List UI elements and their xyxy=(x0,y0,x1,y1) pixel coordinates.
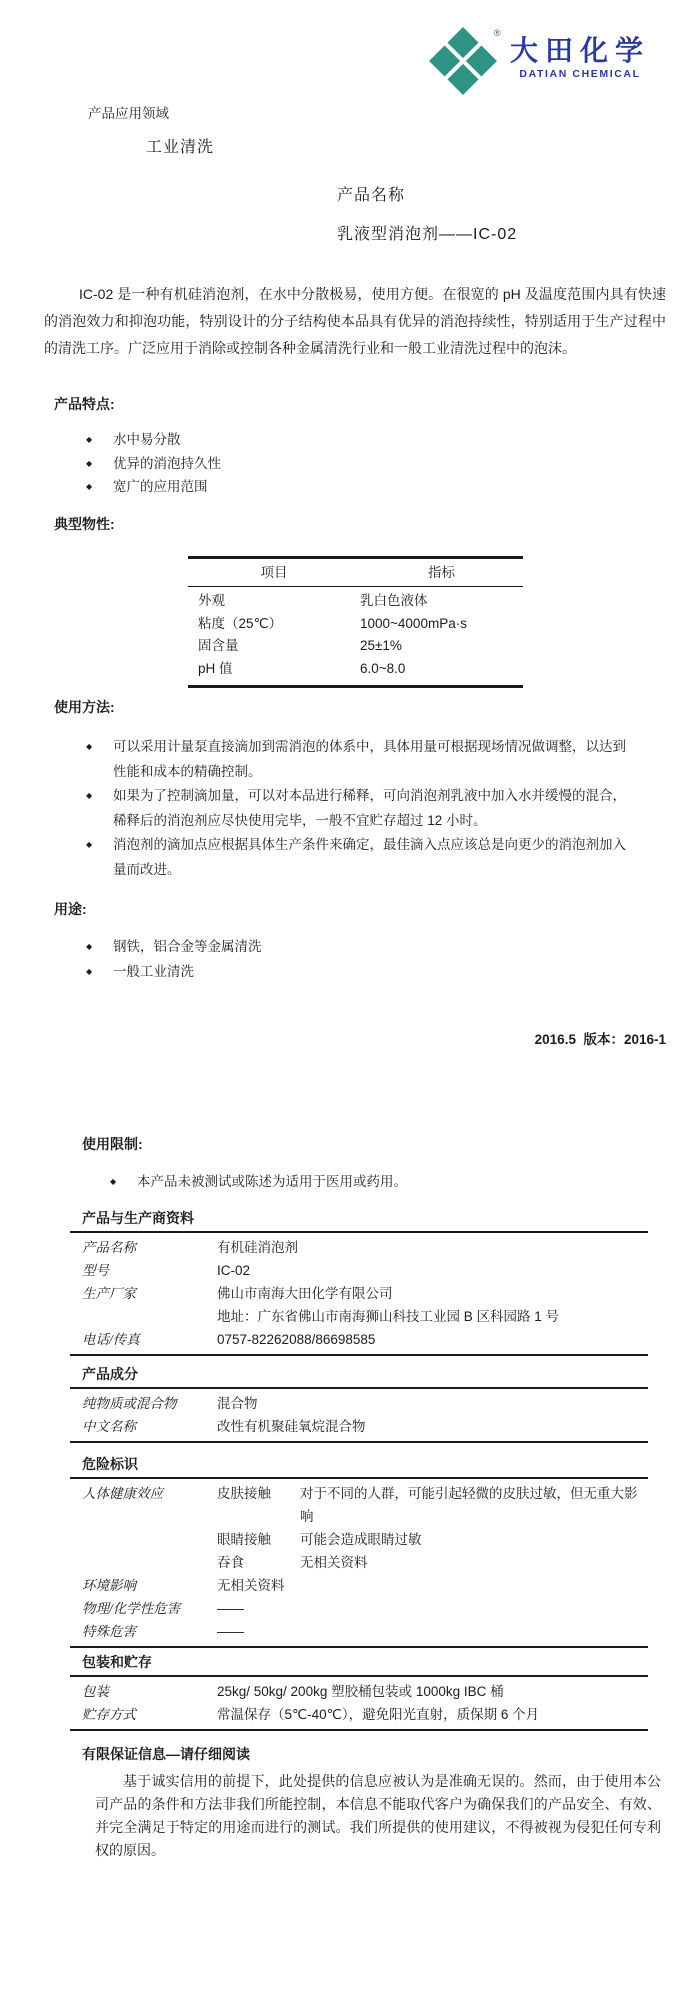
table-row xyxy=(70,1680,648,1703)
row-label: 贮存方式 xyxy=(82,1707,136,1722)
row-value: 改性有机聚硅氧烷混合物 xyxy=(217,1419,366,1434)
usage-list xyxy=(86,735,626,882)
table-row xyxy=(70,1305,648,1328)
list-item xyxy=(86,475,506,499)
warranty-paragraph: 基于诚实信用的前提下，此处提供的信息应被认为是准确无误的。然而，由于使用本公司产品的条件和方法非我们所能控制，本信息不能取代客户为确保我们的产品安全、有效、并完全满足于特定的用途而进行的测试。我们所提供的使用建议，不得被视为侵犯任何专利权的原因。 xyxy=(95,1773,661,1858)
applications-title: 用途: xyxy=(54,901,87,917)
row-sub-label: —— xyxy=(217,1601,244,1616)
bullet-diamond-icon: ◆ xyxy=(86,942,93,951)
table-row xyxy=(188,635,523,658)
list-item xyxy=(86,959,506,984)
row-value xyxy=(300,1620,648,1643)
row-label: 电话/传真 xyxy=(82,1332,140,1347)
list-item-text: 消泡剂的滴加点应根据具体生产条件来确定，最佳滴入点应该总是向更少的消泡剂加入量而改进。 xyxy=(113,837,626,877)
table-row xyxy=(188,613,523,636)
property-name: 外观 xyxy=(198,593,225,608)
row-label: 环境影响 xyxy=(82,1578,136,1593)
list-item-text: 本产品未被测试或陈述为适用于医用或药用。 xyxy=(137,1174,407,1189)
table-row xyxy=(188,658,523,681)
bullet-diamond-icon: ◆ xyxy=(86,791,93,800)
properties-table xyxy=(188,556,523,688)
product-name-label: 产品名称 xyxy=(337,187,406,204)
hazards-rows xyxy=(70,1477,648,1648)
properties-title: 典型物性: xyxy=(54,516,115,532)
property-name: 粘度（25℃） xyxy=(198,615,283,631)
list-item-text: 水中易分散 xyxy=(113,432,181,447)
property-value: 6.0~8.0 xyxy=(360,660,406,676)
row-label: 物理/化学性危害 xyxy=(82,1601,181,1616)
property-name: 固含量 xyxy=(198,638,239,653)
properties-table-header xyxy=(188,559,523,587)
row-value: 对于不同的人群，可能引起轻微的皮肤过敏，但无重大影响 xyxy=(300,1486,638,1524)
table-row xyxy=(70,1597,648,1620)
packaging-rows xyxy=(70,1675,648,1731)
logo-text xyxy=(510,36,650,80)
composition-section-title: 产品成分 xyxy=(82,1366,138,1382)
logo-company-name-en: DATIAN CHEMICAL xyxy=(519,68,641,81)
table-row xyxy=(70,1703,648,1726)
list-item-text: 钢铁，铝合金等金属清洗 xyxy=(113,939,262,954)
restrictions-list xyxy=(110,1170,590,1194)
bullet-diamond-icon: ◆ xyxy=(86,458,93,468)
row-sub-label: 吞食 xyxy=(217,1555,244,1570)
logo-company-name-cn: 大田化学 xyxy=(510,35,651,66)
property-value: 25±1% xyxy=(360,638,402,653)
company-logo xyxy=(430,28,650,96)
list-item xyxy=(86,452,506,476)
list-item-text: 如果为了控制滴加量，可以对本品进行稀释，可向消泡剂乳液中加入水并缓慢的混合，稀释后的消泡剂应尽快使用完毕，一般不宜贮存超过 12 小时。 xyxy=(113,788,626,828)
table-row xyxy=(70,1328,648,1351)
features-title: 产品特点: xyxy=(54,396,115,412)
list-item-text: 一般工业清洗 xyxy=(113,964,194,979)
features-list xyxy=(86,428,506,499)
application-field-label: 产品应用领域 xyxy=(88,106,169,121)
row-value xyxy=(300,1574,648,1597)
bullet-diamond-icon: ◆ xyxy=(86,967,93,976)
row-value: 可能会造成眼睛过敏 xyxy=(300,1532,422,1547)
row-label: 纯物质或混合物 xyxy=(82,1396,177,1411)
row-label: 包装 xyxy=(82,1684,109,1699)
row-label: 人体健康效应 xyxy=(82,1486,163,1501)
table-row xyxy=(70,1551,648,1574)
row-value: 常温保存（5℃-40℃），避免阳光直射，质保期 6 个月 xyxy=(217,1707,540,1722)
table-row xyxy=(188,590,523,613)
row-value: 有机硅消泡剂 xyxy=(217,1240,298,1255)
row-value: 地址：广东省佛山市南海狮山科技工业园 B 区科园路 1 号 xyxy=(217,1309,560,1324)
list-item xyxy=(86,735,626,784)
row-sub-label: —— xyxy=(217,1624,244,1639)
row-label: 产品名称 xyxy=(82,1240,136,1255)
row-label: 生产厂家 xyxy=(82,1286,136,1301)
table-row xyxy=(70,1620,648,1643)
table-row xyxy=(70,1392,648,1415)
row-sub-label: 无相关资料 xyxy=(217,1578,285,1593)
packaging-section-title: 包装和贮存 xyxy=(82,1654,152,1670)
hazards-section xyxy=(70,1454,648,1648)
list-item xyxy=(86,784,626,833)
row-label xyxy=(70,1305,217,1328)
row-value: 无相关资料 xyxy=(300,1555,368,1570)
warranty-title: 有限保证信息—请仔细阅读 xyxy=(82,1746,250,1762)
applications-list xyxy=(86,934,506,984)
hazards-section-title: 危险标识 xyxy=(82,1456,138,1472)
list-item xyxy=(110,1170,590,1194)
column-header: 指标 xyxy=(428,565,455,580)
list-item-text: 宽广的应用范围 xyxy=(113,479,208,494)
table-row xyxy=(70,1259,648,1282)
usage-title: 使用方法: xyxy=(54,699,115,715)
row-sub-label: 皮肤接触 xyxy=(217,1486,271,1501)
restrictions-title: 使用限制: xyxy=(82,1136,143,1152)
table-row xyxy=(70,1236,648,1259)
row-label xyxy=(70,1528,217,1551)
row-label: 中文名称 xyxy=(82,1419,136,1434)
bullet-diamond-icon: ◆ xyxy=(110,1177,117,1186)
row-label xyxy=(70,1551,217,1574)
list-item-text: 优异的消泡持久性 xyxy=(113,455,221,471)
property-value: 1000~4000mPa·s xyxy=(360,615,467,631)
intro-paragraph: IC-02 是一种有机硅消泡剂，在水中分散极易，使用方便。在很宽的 pH 及温度范围内具有快速的消泡效力和抑泡功能，特别设计的分子结构使本品具有优异的消泡持续性，特别适用于生产过程中的清洗工序。广泛应用于消除或控制各种金属清洗行业和一般工业清洗过程中的泡沫。 xyxy=(44,286,666,356)
version-line: 2016.5 版本：2016-1 xyxy=(534,1032,666,1047)
registered-trademark-icon: ® xyxy=(494,28,501,38)
bullet-diamond-icon: ◆ xyxy=(86,840,93,849)
composition-section xyxy=(70,1364,648,1443)
list-item-text: 可以采用计量泵直接滴加到需消泡的体系中，具体用量可根据现场情况做调整，以达到性能和成本的精确控制。 xyxy=(113,739,626,779)
list-item xyxy=(86,428,506,452)
row-value: IC-02 xyxy=(217,1263,251,1278)
list-item xyxy=(86,833,626,882)
bullet-diamond-icon: ◆ xyxy=(86,435,93,444)
table-row xyxy=(70,1482,648,1528)
row-label: 型号 xyxy=(82,1263,109,1278)
bullet-diamond-icon: ◆ xyxy=(86,482,93,491)
table-row xyxy=(70,1415,648,1438)
row-label: 特殊危害 xyxy=(82,1624,136,1639)
row-sub-label: 眼睛接触 xyxy=(217,1532,271,1547)
row-value: 混合物 xyxy=(217,1396,258,1411)
product-name-value: 乳液型消泡剂——IC-02 xyxy=(337,226,518,243)
list-item xyxy=(86,934,506,959)
application-field-value: 工业清洗 xyxy=(146,139,215,156)
row-value xyxy=(300,1597,648,1620)
table-row xyxy=(70,1574,648,1597)
table-row xyxy=(70,1528,648,1551)
manufacturer-rows xyxy=(70,1231,648,1356)
properties-table-body xyxy=(188,587,523,685)
manufacturer-section-title: 产品与生产商资料 xyxy=(82,1210,194,1226)
table-row xyxy=(70,1282,648,1305)
composition-rows xyxy=(70,1387,648,1443)
logo-diamond-icon xyxy=(430,28,500,96)
row-value: 佛山市南海大田化学有限公司 xyxy=(217,1286,393,1301)
manufacturer-section xyxy=(70,1208,648,1356)
property-value: 乳白色液体 xyxy=(360,593,428,608)
bullet-diamond-icon: ◆ xyxy=(86,742,93,751)
row-value: 25kg/ 50kg/ 200kg 塑胶桶包装或 1000kg IBC 桶 xyxy=(217,1684,504,1699)
row-value: 0757-82262088/86698585 xyxy=(217,1332,376,1347)
column-header: 项目 xyxy=(260,565,288,580)
packaging-section xyxy=(70,1652,648,1731)
property-name: pH 值 xyxy=(198,660,233,676)
